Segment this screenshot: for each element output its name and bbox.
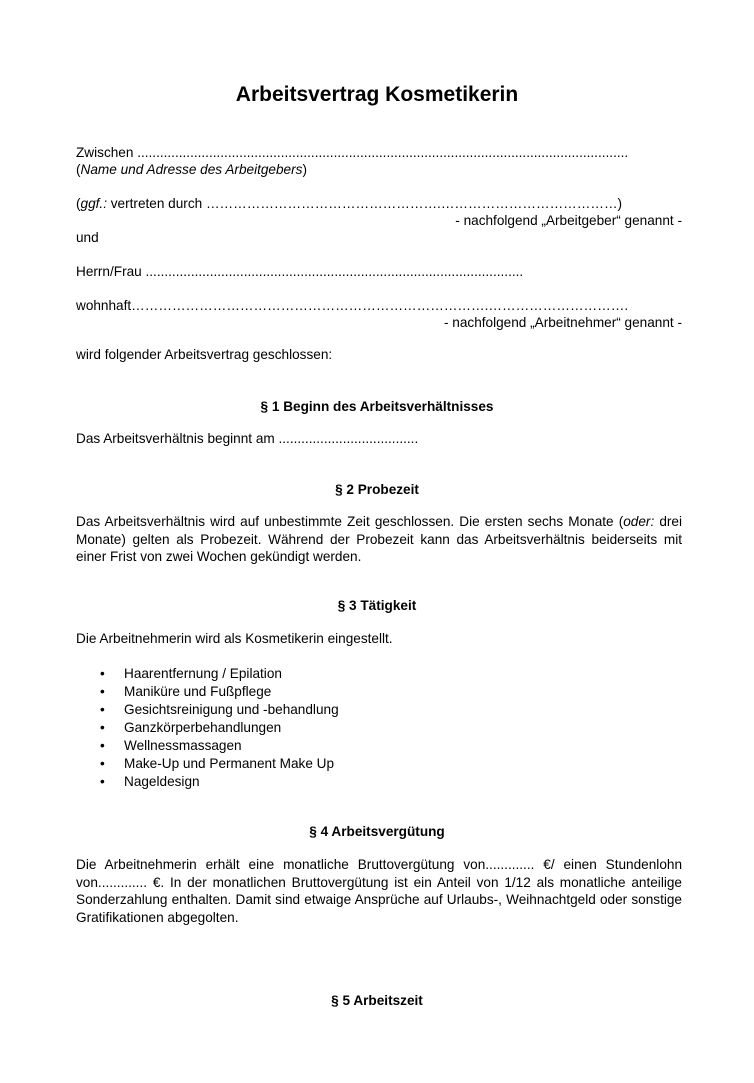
list-item: • Ganzkörperbehandlungen [100, 720, 282, 735]
bullet-icon: • [100, 702, 105, 717]
section-3-text: Die Arbeitnehmerin wird als Kosmetikerin eingestellt. [76, 631, 393, 646]
employee-line: Herrn/Frau .................................................................................................... [76, 264, 524, 279]
section-4-heading: § 4 Arbeitsvergütung [309, 824, 445, 839]
list-item: • Make-Up und Permanent Make Up [100, 756, 335, 771]
employer-designation: - nachfolgend „Arbeitgeber“ genannt - [455, 213, 682, 228]
section-5-heading: § 5 Arbeitszeit [331, 993, 423, 1008]
section-2-text: Das Arbeitsverhältnis wird auf unbestimmte Zeit geschlossen. Die ersten sechs Monate (oder: drei Monate) gelten als Probezeit. Während der Probezeit kann das Arbeitsverhältnis beiderseits mit einer Frist von zwei Wochen gekündigt werden. [76, 514, 682, 564]
section-1-text: Das Arbeitsverhältnis beginnt am ..................................... [76, 431, 419, 446]
activity-list [76, 665, 339, 791]
bullet-icon: • [100, 756, 105, 771]
conclusion-text: wird folgender Arbeitsvertrag geschlossen: [76, 347, 333, 362]
bullet-icon: • [100, 684, 105, 699]
bullet-icon: • [100, 666, 105, 681]
and-text: und [76, 230, 99, 245]
list-item: • Wellnessmassagen [100, 738, 242, 753]
list-item: • Gesichtsreinigung und -behandlung [100, 702, 339, 717]
list-item: • Maniküre und Fußpflege [100, 684, 272, 699]
section-3-heading: § 3 Tätigkeit [337, 598, 417, 613]
bullet-icon: • [100, 720, 105, 735]
section-1-heading: § 1 Beginn des Arbeitsverhältnisses [260, 399, 494, 414]
employee-designation: - nachfolgend „Arbeitnehmer“ genannt - [443, 315, 682, 330]
employer-hint: (Name und Adresse des Arbeitgebers) [76, 162, 307, 177]
list-item: • Haarentfernung / Epilation [100, 666, 282, 681]
between-line: Zwischen .................................................................................................................................. [76, 145, 629, 160]
bullet-icon: • [100, 738, 105, 753]
document-title: Arbeitsvertrag Kosmetikerin [235, 83, 519, 106]
representation-line: (ggf.: vertreten durch …………………………………………….…………………………………) [76, 196, 623, 211]
section-2-heading: § 2 Probezeit [335, 482, 419, 497]
bullet-icon: • [100, 774, 105, 789]
residence-line: wohnhaft…………………………………………………………………….…………………………. [76, 298, 629, 313]
list-item: • Nageldesign [100, 774, 200, 789]
section-4-text: Die Arbeitnehmerin erhält eine monatliche Bruttovergütung von............. €/ einen Stundenlohn von............. €. In der monatlichen Bruttovergütung ist ein Anteil von 1/12 als monatliche anteilige Sonderzahlung enthalten. Damit sind etwaige Ansprüche auf Urlaubs-, Weihnachtgeld oder sonstige Gratifikationen abgegolten. [76, 857, 682, 925]
